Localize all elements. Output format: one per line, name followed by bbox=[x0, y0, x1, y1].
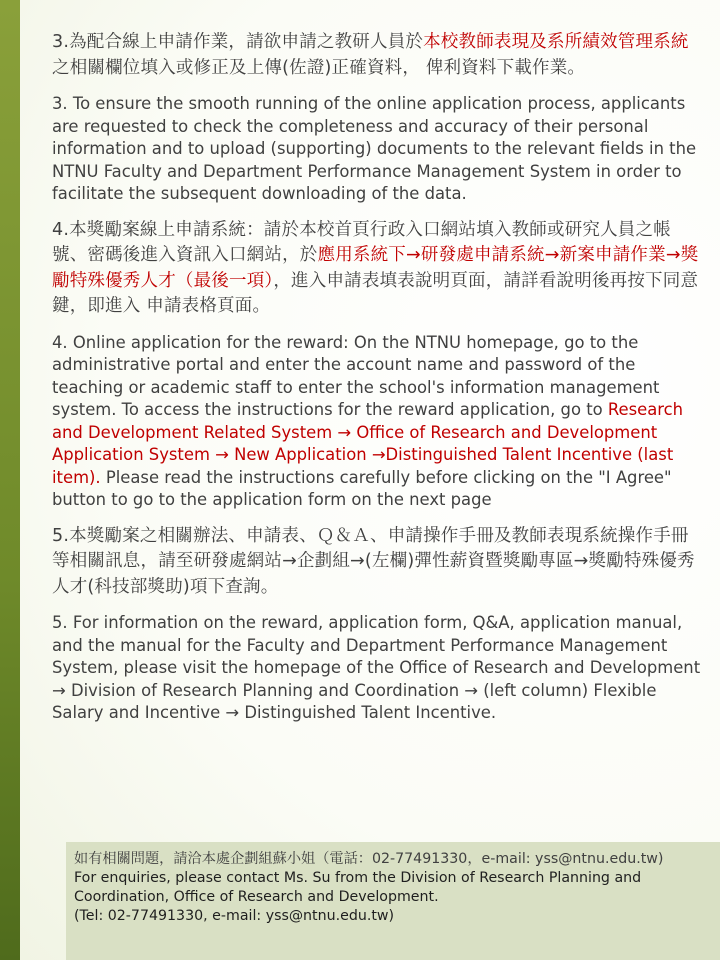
section-5-zh: 5.本獎勵案之相關辦法、申請表、Ｑ＆Ａ、申請操作手冊及教師表現系統操作手冊等相關訊息，請至研發處網站→企劃組→(左欄)彈性薪資暨獎勵專區→獎勵特殊優秀人才(科技部獎助)項下查詢。 bbox=[52, 525, 695, 597]
section-4-en bbox=[52, 332, 702, 512]
section-5-en: 5. For information on the reward, application form, Q&A, application manual, and the manual for the Faculty and Department Performance Management System, please visit the homepage of the Office of Research and Development → Division of Research Planning and Coordination → (left column) Flexible Salary and Incentive → Distinguished Talent Incentive. bbox=[52, 613, 701, 722]
section-3-en: 3. To ensure the smooth running of the online application process, applicants are requested to check the completeness and accuracy of their personal information and to upload (supporting) documents to the relevant fields in the NTNU Faculty and Department Performance Management System in order to facilitate the subsequent downloading of the data. bbox=[52, 94, 697, 203]
footer-zh: 如有相關問題，請洽本處企劃組蘇小姐（電話：02-77491330，e-mail: yss@ntnu.edu.tw) bbox=[74, 851, 664, 867]
section-4-zh-text-end: ，進入申請表填表說明頁面，請詳看說明後再按下同意鍵，即進入 申請表格頁面。 bbox=[52, 270, 699, 316]
slide-content bbox=[52, 30, 702, 737]
footer-contact: (Tel: 02-77491330, e-mail: yss@ntnu.edu.tw) bbox=[74, 908, 395, 924]
section-4-en-text: 4. Online application for the reward: On the NTNU homepage, go to the administrative portal and enter the account name and password of the teaching or academic staff to enter the school's information management system. To access the instructions for the reward application, go to bbox=[52, 332, 660, 419]
section-3-zh bbox=[52, 30, 702, 81]
section-4-zh bbox=[52, 218, 702, 320]
footer-en: For enquiries, please contact Ms. Su from the Division of Research Planning and Coordination, Office of Research and Development. bbox=[74, 870, 642, 905]
section-3-zh-text: 3.為配合線上申請作業，請欲申請之教研人員於 bbox=[52, 32, 424, 52]
section-3-zh-text-end: 之相關欄位填入或修正及上傳(佐證)正確資料， 俾利資料下載作業。 bbox=[52, 57, 586, 78]
left-accent-bar bbox=[0, 0, 20, 960]
footer-text bbox=[74, 850, 714, 926]
section-4-zh-highlight: 應用系統下→研發處申請系統→新案申請作業→獎勵特殊優秀人才（最後一項） bbox=[52, 245, 699, 291]
section-4-en-text-end: Please read the instructions carefully before clicking on the "I Agree" button to go to the application form on the next page bbox=[52, 467, 672, 509]
section-3-zh-highlight: 本校教師表現及系所績效管理系統 bbox=[423, 32, 689, 52]
contact-footer bbox=[66, 842, 720, 960]
section-4-en-highlight: Research and Development Related System → Office of Research and Development Application System → New Application →Distinguished Talent Incentive (last item). bbox=[52, 400, 684, 487]
section-4-zh-text: 4.本獎勵案線上申請系統：請於本校首頁行政入口網站填入教師或研究人員之帳號、密碼後進入資訊入口網站，於 bbox=[52, 219, 671, 265]
